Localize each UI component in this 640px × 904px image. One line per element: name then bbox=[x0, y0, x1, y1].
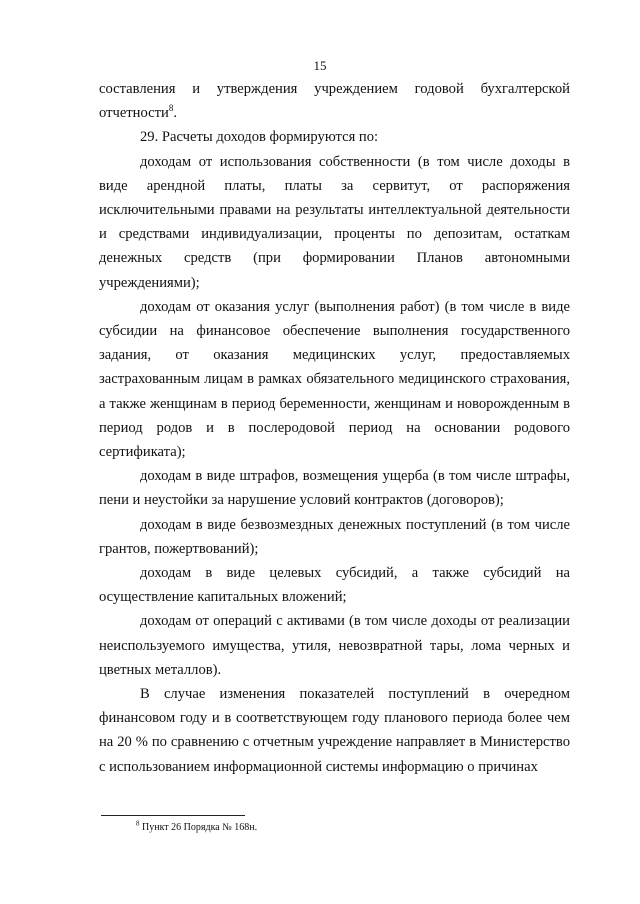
paragraph-text: составления и утверждения учреждением годовой бухгалтерской отчетности bbox=[99, 81, 570, 122]
paragraph-assets-income: доходам от операций с активами (в том числе доходы от реализации неиспользуемого имущества, утиля, невозвратной тары, лома черных и цветных металлов). bbox=[99, 613, 570, 678]
paragraph-clause-29: 29. Расчеты доходов формируются по: bbox=[140, 129, 379, 146]
paragraph-fines-income: доходам в виде штрафов, возмещения ущерба (в том числе штрафы, пени и неустойки за нарушение условий контрактов (договоров); bbox=[99, 468, 570, 509]
page-number: 15 bbox=[313, 58, 327, 73]
footnote bbox=[136, 819, 258, 834]
paragraph-services-income: доходам от оказания услуг (выполнения работ) (в том числе в виде субсидии на финансовое обеспечение выполнения государственного задания, от оказания медицинских услуг, предоставляемых застрахованным лицам в рамках обязательного медицинского страхования, а также женщинам в период беременности, женщинам и новорожденным в период родов и в послеродовой период на основании родового сертификата); bbox=[99, 298, 570, 461]
footnote-divider bbox=[101, 815, 245, 816]
body-text bbox=[99, 77, 570, 779]
paragraph-continuation bbox=[99, 77, 570, 125]
paragraph-change-notice: В случае изменения показателей поступлений в очередном финансовом году и в соответствующем году планового периода более чем на 20 % по сравнению с отчетным учреждение направляет в Министерство с использованием информационной системы информацию о причинах bbox=[99, 686, 570, 775]
paragraph-property-income: доходам от использования собственности (в том числе доходы в виде арендной платы, платы за сервитут, от распоряжения исключительными правами на результаты интеллектуальной деятельности и средствами индивидуализации, проценты по депозитам, остаткам денежных средств (при формировании Планов автономными учреждениями); bbox=[99, 153, 570, 291]
footnote-reference[interactable]: 8 bbox=[168, 103, 174, 114]
paragraph-grants-income: доходам в виде безвозмездных денежных поступлений (в том числе грантов, пожертвований); bbox=[99, 516, 570, 557]
footnote-text: Пункт 26 Порядка № 168н. bbox=[139, 822, 258, 833]
footnote-marker: 8 bbox=[136, 819, 140, 828]
paragraph-subsidies-income: доходам в виде целевых субсидий, а также субсидий на осуществление капитальных вложений; bbox=[99, 565, 570, 606]
paragraph-tail: . bbox=[173, 105, 177, 122]
